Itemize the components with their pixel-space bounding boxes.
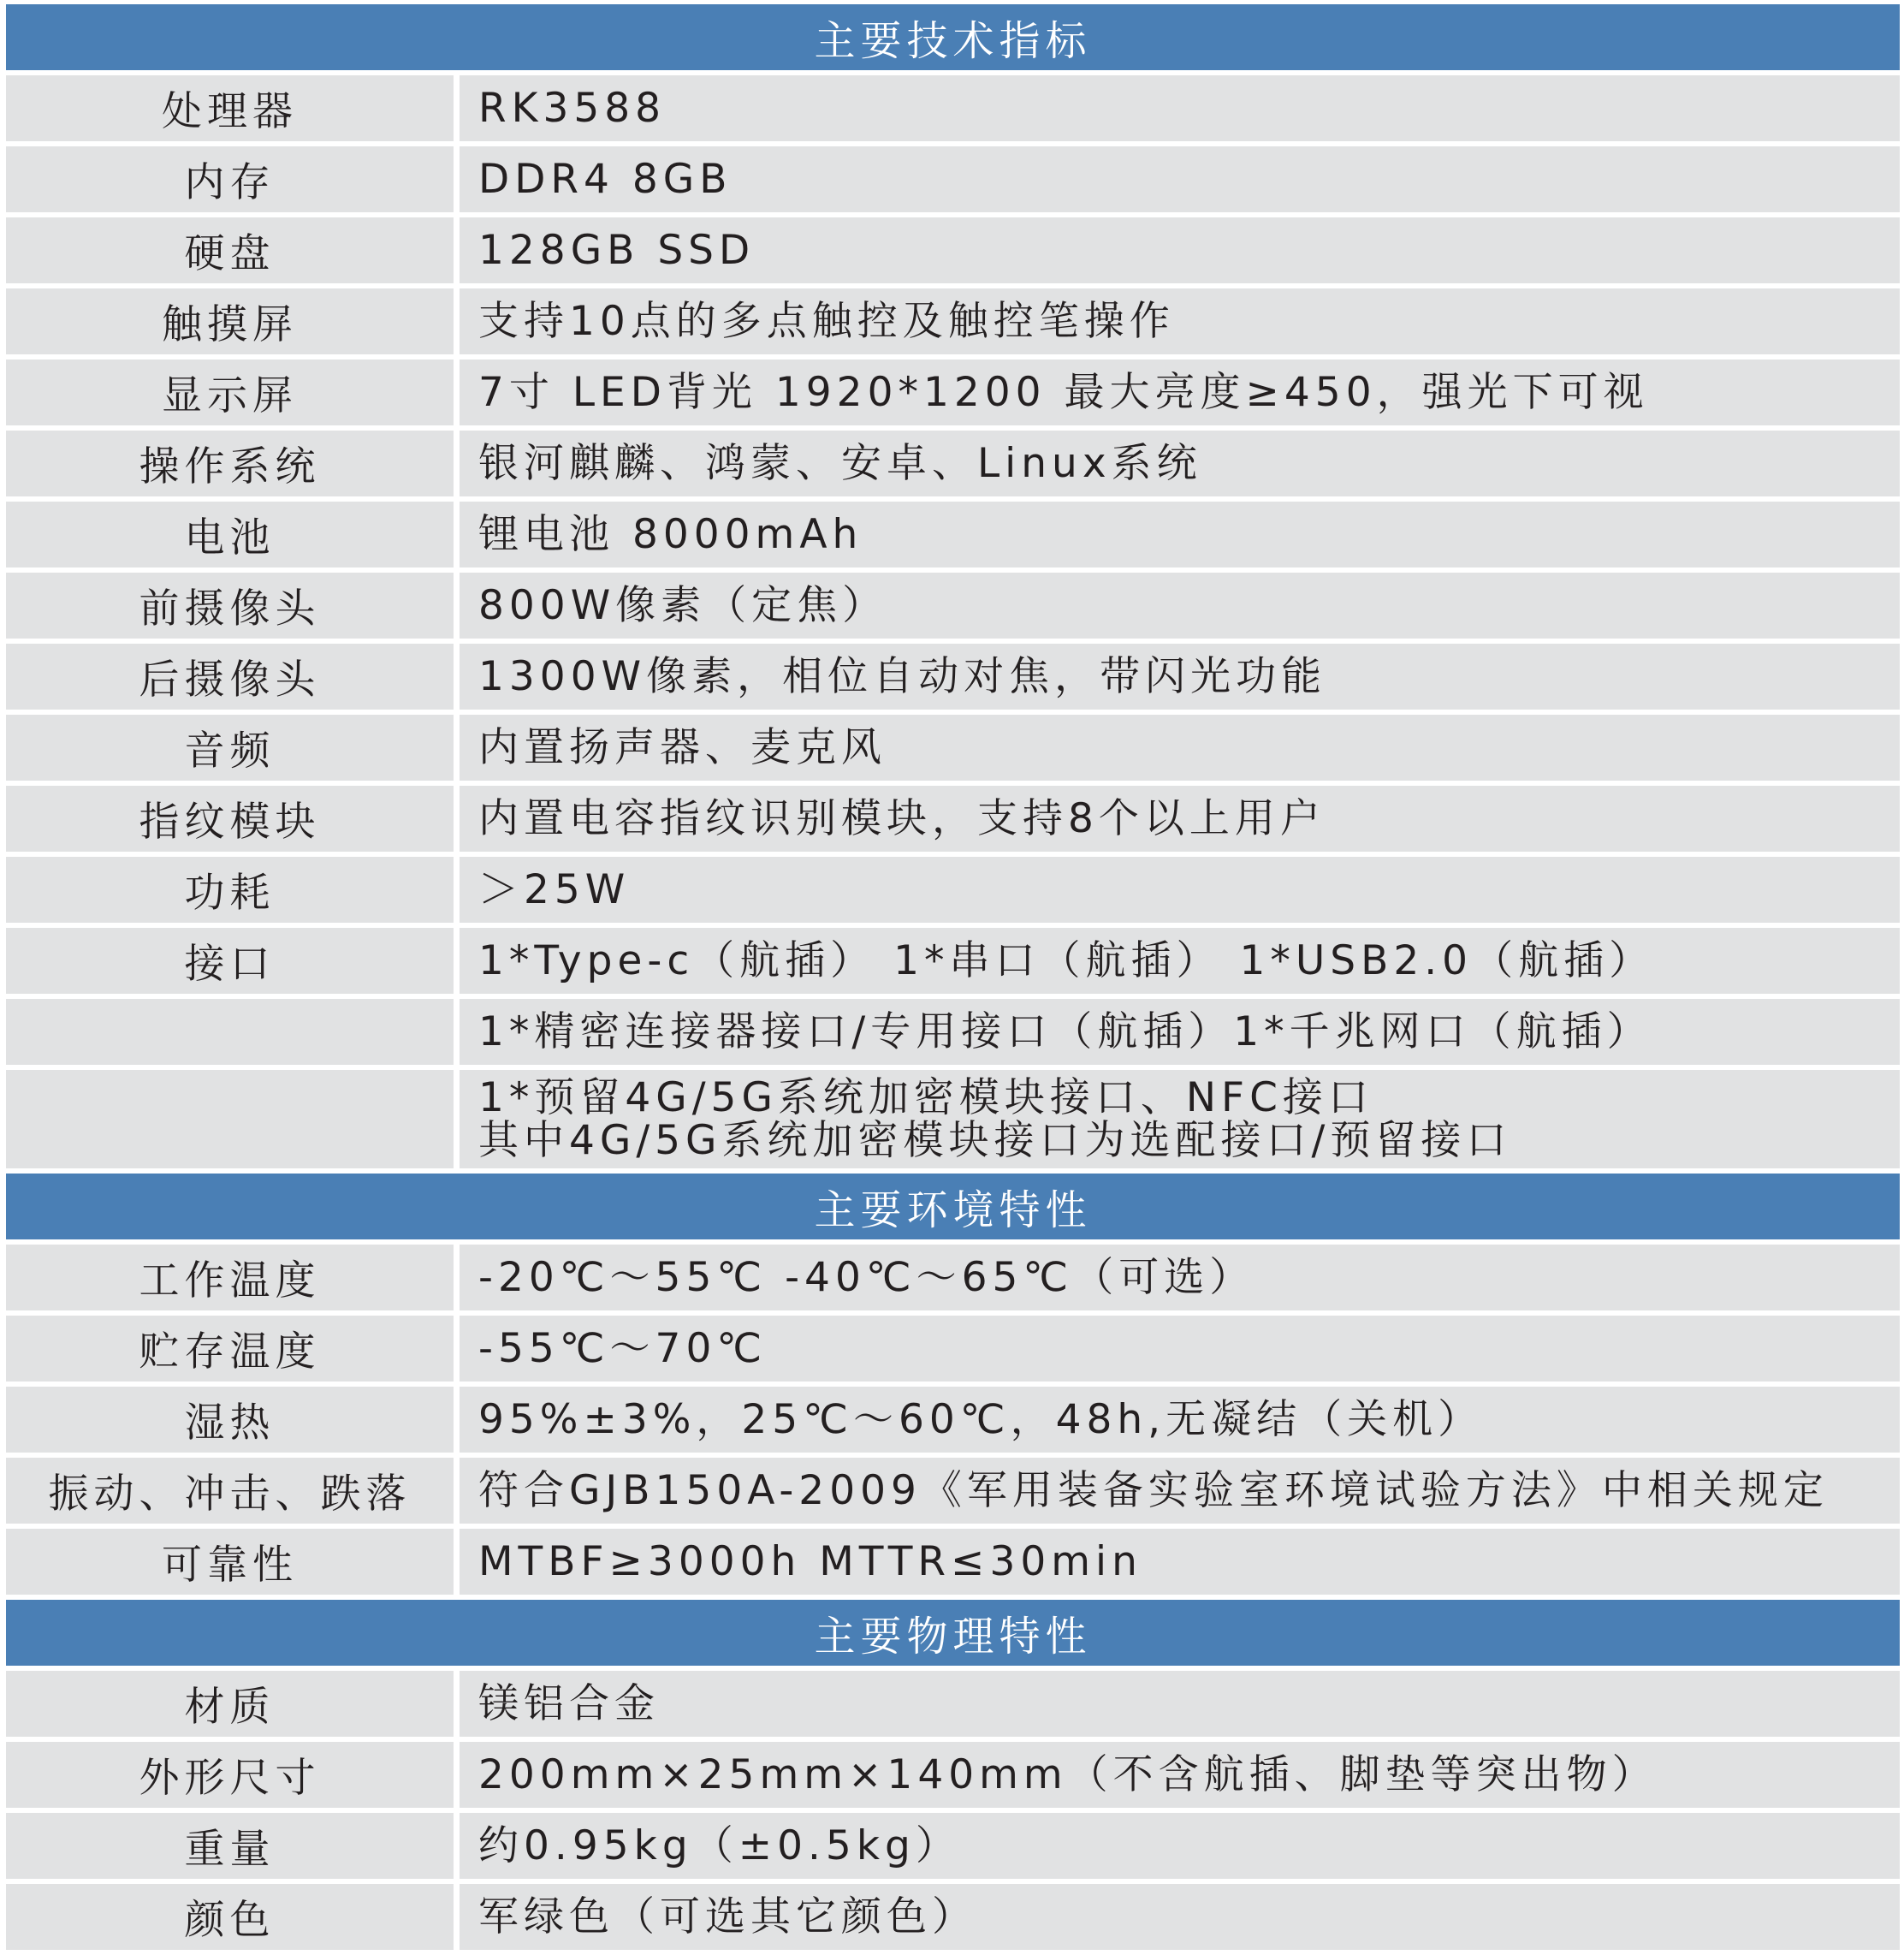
spec-value [460, 75, 1900, 141]
spec-row-memory [6, 146, 1900, 212]
spec-value [460, 715, 1900, 781]
spec-value-line: 95%±3%，25℃～60℃，48h,无凝结（关机） [478, 1395, 1484, 1443]
spec-value-line: 锂电池 8000mAh [478, 510, 863, 558]
spec-label: 接口 [6, 928, 454, 994]
spec-value [460, 857, 1900, 923]
spec-value-line: 7寸 LED背光 1920*1200 最大亮度≥450，强光下可视 [478, 368, 1649, 416]
spec-value-line: 镁铝合金 [478, 1679, 660, 1727]
spec-row-interfaces-2 [6, 999, 1900, 1065]
spec-label: 前摄像头 [6, 573, 454, 639]
section-header-tech-specs: 主要技术指标 [6, 4, 1900, 70]
spec-value [460, 502, 1900, 567]
spec-label: 重量 [6, 1813, 454, 1879]
spec-row-touchscreen [6, 288, 1900, 354]
spec-label: 电池 [6, 502, 454, 567]
spec-value-line: 1300W像素，相位自动对焦，带闪光功能 [478, 652, 1327, 700]
spec-row-front-camera [6, 573, 1900, 639]
spec-label: 振动、冲击、跌落 [6, 1458, 454, 1524]
spec-row-vibration-shock-drop [6, 1458, 1900, 1524]
spec-value-line: -20℃～55℃ -40℃～65℃（可选） [478, 1253, 1255, 1301]
spec-label: 内存 [6, 146, 454, 212]
spec-value-line: 1*预留4G/5G系统加密模块接口、NFC接口 [478, 1073, 1373, 1121]
section-header-physical: 主要物理特性 [6, 1600, 1900, 1666]
spec-row-fingerprint [6, 786, 1900, 852]
spec-value [460, 146, 1900, 212]
spec-value [460, 644, 1900, 710]
spec-value [460, 1458, 1900, 1524]
spec-value-line: 800W像素（定焦） [478, 581, 888, 629]
spec-label [6, 999, 454, 1065]
spec-row-battery [6, 502, 1900, 567]
spec-label: 操作系统 [6, 431, 454, 496]
spec-value [460, 288, 1900, 354]
spec-value-line: 1*精密连接器接口/专用接口（航插）1*千兆网口（航插） [478, 1007, 1652, 1055]
spec-row-rear-camera [6, 644, 1900, 710]
spec-label: 触摸屏 [6, 288, 454, 354]
spec-label: 可靠性 [6, 1529, 454, 1595]
spec-value-line: -55℃～70℃ [478, 1324, 768, 1372]
spec-value [460, 1742, 1900, 1808]
spec-value-line: 1*Type-c（航插） 1*串口（航插） 1*USB2.0（航插） [478, 936, 1655, 984]
spec-value [460, 1529, 1900, 1595]
spec-value-line: 支持10点的多点触控及触控笔操作 [478, 297, 1175, 345]
spec-label: 湿热 [6, 1387, 454, 1453]
spec-row-material [6, 1671, 1900, 1737]
spec-label: 功耗 [6, 857, 454, 923]
spec-row-storage-temp [6, 1316, 1900, 1382]
spec-label: 颜色 [6, 1884, 454, 1950]
spec-value [460, 1813, 1900, 1879]
spec-row-storage [6, 217, 1900, 283]
spec-row-interfaces [6, 928, 1900, 994]
section-header-environment: 主要环境特性 [6, 1174, 1900, 1239]
spec-value [460, 360, 1900, 425]
spec-row-color [6, 1884, 1900, 1950]
spec-row-dimensions [6, 1742, 1900, 1808]
spec-label: 后摄像头 [6, 644, 454, 710]
spec-label [6, 1070, 454, 1168]
spec-row-operating-temp [6, 1245, 1900, 1310]
spec-value [460, 928, 1900, 994]
spec-value-line: 约0.95kg（±0.5kg） [478, 1821, 961, 1869]
spec-label: 处理器 [6, 75, 454, 141]
spec-value [460, 1387, 1900, 1453]
spec-value-line: 内置电容指纹识别模块，支持8个以上用户 [478, 794, 1326, 842]
spec-value-line: 128GB SSD [478, 226, 756, 274]
spec-row-damp-heat [6, 1387, 1900, 1453]
spec-row-power [6, 857, 1900, 923]
spec-label: 工作温度 [6, 1245, 454, 1310]
spec-value-line: 军绿色（可选其它颜色） [478, 1893, 977, 1940]
spec-label: 外形尺寸 [6, 1742, 454, 1808]
spec-value [460, 573, 1900, 639]
spec-label: 指纹模块 [6, 786, 454, 852]
spec-value [460, 1316, 1900, 1382]
spec-value [460, 1070, 1900, 1168]
spec-row-interfaces-3 [6, 1070, 1900, 1168]
spec-value [460, 1245, 1900, 1310]
spec-value-line: 其中4G/5G系统加密模块接口为选配接口/预留接口 [478, 1116, 1512, 1164]
spec-value [460, 786, 1900, 852]
spec-label: 音频 [6, 715, 454, 781]
spec-label: 显示屏 [6, 360, 454, 425]
spec-row-os [6, 431, 1900, 496]
spec-value [460, 999, 1900, 1065]
spec-value-line: 内置扬声器、麦克风 [478, 723, 887, 771]
spec-value-line: ＞25W [478, 865, 631, 913]
spec-value-line: RK3588 [478, 84, 667, 132]
spec-row-weight [6, 1813, 1900, 1879]
spec-value-line: MTBF≥3000h MTTR≤30min [478, 1537, 1142, 1585]
spec-label: 贮存温度 [6, 1316, 454, 1382]
spec-value-line: 符合GJB150A-2009《军用装备实验室环境试验方法》中相关规定 [478, 1466, 1829, 1514]
spec-value [460, 217, 1900, 283]
spec-label: 材质 [6, 1671, 454, 1737]
spec-row-display [6, 360, 1900, 425]
spec-value [460, 1671, 1900, 1737]
spec-row-processor [6, 75, 1900, 141]
spec-value [460, 1884, 1900, 1950]
spec-value [460, 431, 1900, 496]
spec-label: 硬盘 [6, 217, 454, 283]
spec-value-line: 银河麒麟、鸿蒙、安卓、Linux系统 [478, 439, 1202, 487]
spec-row-reliability [6, 1529, 1900, 1595]
spec-value-line: DDR4 8GB [478, 155, 733, 203]
spec-table [6, 4, 1900, 1955]
spec-row-audio [6, 715, 1900, 781]
spec-value-line: 200mm×25mm×140mm（不含航插、脚垫等突出物） [478, 1750, 1658, 1798]
